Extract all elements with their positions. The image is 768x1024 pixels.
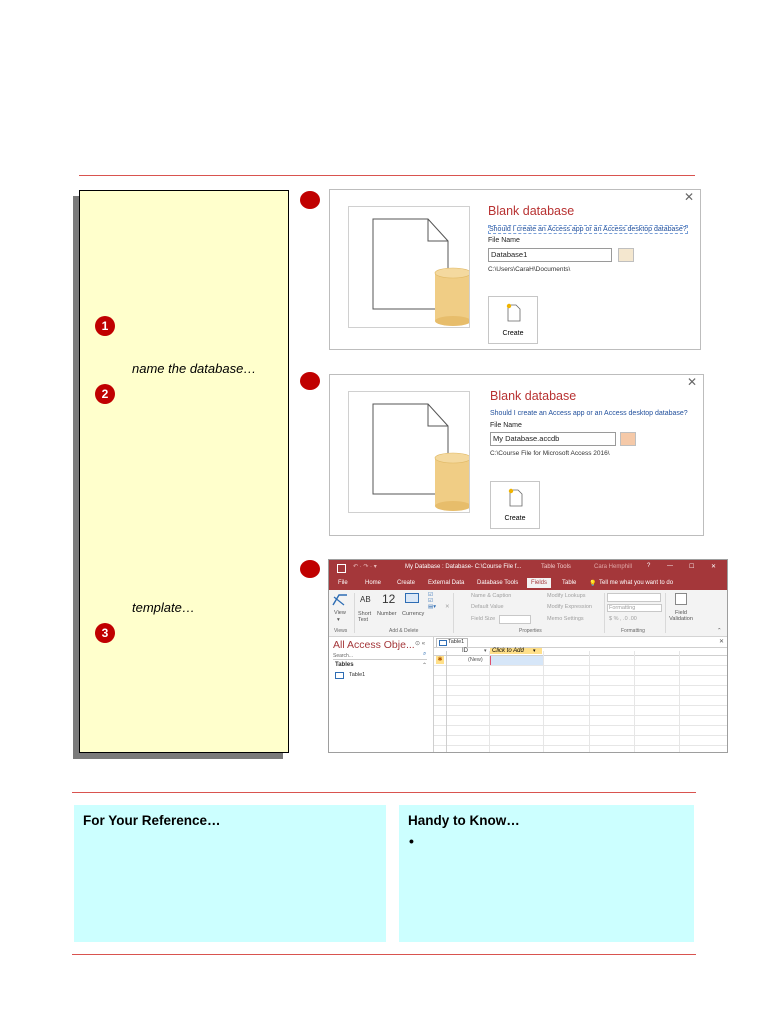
file-name-label: File Name xyxy=(488,237,520,244)
modify-lookups-button[interactable]: Modify Lookups xyxy=(547,593,586,599)
delete-field-icon[interactable]: ✕ xyxy=(445,604,450,610)
database-preview xyxy=(348,391,470,513)
number-format-buttons[interactable]: $ % , .0 .00 xyxy=(609,616,637,622)
grid-line xyxy=(543,651,544,752)
nav-menu-icon[interactable]: ⊙ « xyxy=(415,641,426,647)
number-icon[interactable]: 12 xyxy=(382,592,396,606)
lightbulb-icon: 💡 xyxy=(589,581,597,587)
number-label: Number xyxy=(377,611,397,617)
name-caption-button[interactable]: Name & Caption xyxy=(471,593,512,599)
nav-section-tables[interactable]: Tables xyxy=(335,662,354,668)
callout-dot-2 xyxy=(300,372,320,390)
ribbon-tabs xyxy=(329,578,727,590)
grid-line xyxy=(434,745,727,746)
access-app-question-link[interactable]: Should I create an Access app or an Access desktop database? xyxy=(490,410,688,417)
more-fields-icons[interactable]: ☑ ☑ ▤▾ xyxy=(428,592,436,610)
view-icon[interactable] xyxy=(332,593,348,607)
window-title: My Database : Database- C:\Course File f... xyxy=(405,564,522,570)
group-views: Views xyxy=(334,628,348,634)
group-separator xyxy=(453,593,454,633)
new-file-icon xyxy=(489,297,537,327)
reference-top-divider xyxy=(72,792,696,793)
field-validation-icon[interactable] xyxy=(675,593,687,605)
tab-external-data[interactable]: External Data xyxy=(428,580,465,586)
nav-search-input[interactable]: Search... xyxy=(333,653,427,660)
grid-line xyxy=(446,651,447,752)
help-button[interactable]: ? xyxy=(647,563,651,569)
steps-panel xyxy=(79,190,289,753)
title-bar xyxy=(329,560,727,578)
dialog-title: Blank database xyxy=(488,204,575,218)
table-icon xyxy=(335,672,344,679)
file-name-input[interactable]: My Database.accdb xyxy=(490,432,616,446)
save-icon[interactable] xyxy=(337,564,346,573)
bullet-point: • xyxy=(409,833,414,849)
default-value-button[interactable]: Default Value xyxy=(471,604,504,610)
field-validation-label[interactable]: Field Validation xyxy=(669,610,693,622)
create-label: Create xyxy=(502,330,524,337)
step-badge-2: 2 xyxy=(95,384,115,404)
database-preview xyxy=(348,206,470,328)
grid-line xyxy=(434,725,727,726)
grid-line xyxy=(434,705,727,706)
file-path: C:\Users\CaraH\Documents\ xyxy=(488,266,571,273)
table-tab-label: Table1 xyxy=(448,639,465,645)
grid-line xyxy=(434,675,727,676)
group-add-delete: Add & Delete xyxy=(389,628,419,634)
document-database-icon xyxy=(349,207,469,327)
new-row-id[interactable]: (New) xyxy=(468,657,483,663)
nav-item-table1[interactable]: Table1 xyxy=(349,672,366,678)
access-app-question-link[interactable]: Should I create an Access app or an Access desktop database? xyxy=(489,226,687,233)
memo-settings-button[interactable]: Memo Settings xyxy=(547,616,584,622)
grid-line xyxy=(489,651,490,752)
ribbon xyxy=(329,590,727,637)
tab-home[interactable]: Home xyxy=(365,580,382,586)
search-icon[interactable]: ⌕ xyxy=(423,651,427,657)
top-divider xyxy=(79,175,695,176)
close-icon[interactable]: ✕ xyxy=(686,375,697,389)
create-button[interactable] xyxy=(490,481,540,529)
for-your-reference-box xyxy=(74,805,386,942)
step-text-template: template… xyxy=(132,600,195,615)
navigation-pane xyxy=(329,637,434,752)
step-badge-3: 3 xyxy=(95,623,115,643)
tab-create[interactable]: Create xyxy=(397,580,416,586)
document-database-icon xyxy=(349,392,469,512)
grid-line xyxy=(634,651,635,752)
group-separator xyxy=(604,593,605,633)
close-icon[interactable]: ✕ xyxy=(683,190,694,204)
grid-line xyxy=(434,695,727,696)
file-name-label: File Name xyxy=(490,422,522,429)
maximize-button[interactable]: ☐ xyxy=(689,564,695,570)
step-badge-1: 1 xyxy=(95,316,115,336)
currency-label: Currency xyxy=(402,611,425,617)
user-name: Cara Hemphill xyxy=(594,564,633,570)
new-file-icon xyxy=(491,482,539,512)
callout-dot-3 xyxy=(300,560,320,578)
grid-line xyxy=(589,651,590,752)
grid-line xyxy=(434,685,727,686)
column-header-id[interactable]: ID xyxy=(462,648,468,654)
grid-line xyxy=(679,651,680,752)
grid-line xyxy=(434,655,727,656)
tab-database-tools[interactable]: Database Tools xyxy=(477,580,519,586)
short-text-icon[interactable]: AB xyxy=(360,595,371,604)
close-button[interactable]: ✕ xyxy=(711,564,717,570)
context-tab-label: Table Tools xyxy=(541,564,571,570)
nav-title[interactable]: All Access Obje... xyxy=(333,639,415,651)
create-label: Create xyxy=(504,515,526,522)
reference-bottom-divider xyxy=(72,954,696,955)
view-dropdown-icon[interactable]: ▾ xyxy=(337,617,340,623)
step-text-name-database: name the database… xyxy=(132,361,257,376)
new-record-indicator: ✱ xyxy=(437,657,443,663)
file-name-input[interactable]: Database1 xyxy=(488,248,612,262)
field-size-label: Field Size xyxy=(471,616,496,622)
currency-icon[interactable] xyxy=(405,593,419,603)
grid-line xyxy=(434,715,727,716)
blank-database-dialog-1 xyxy=(329,189,701,350)
browse-folder-icon[interactable] xyxy=(620,432,636,446)
dialog-title: Blank database xyxy=(490,389,577,403)
browse-folder-icon[interactable] xyxy=(618,248,634,262)
callout-dot-1 xyxy=(300,191,320,209)
grid-line xyxy=(434,647,727,648)
create-button[interactable] xyxy=(488,296,538,344)
tab-table[interactable]: Table xyxy=(562,580,577,586)
modify-expression-button[interactable]: Modify Expression xyxy=(547,604,592,610)
tell-me-box[interactable]: Tell me what you want to do xyxy=(599,580,674,586)
close-table-icon[interactable]: ✕ xyxy=(719,639,725,645)
formatting-dropdown[interactable]: Formatting xyxy=(607,604,662,612)
for-your-reference-heading: For Your Reference… xyxy=(83,813,221,828)
grid-line xyxy=(434,665,727,666)
chevron-down-icon[interactable]: ▾ xyxy=(533,648,536,654)
column-header-click-to-add[interactable]: Click to Add xyxy=(490,648,542,654)
grid-line xyxy=(434,735,727,736)
tab-file[interactable]: File xyxy=(338,580,348,586)
table-tab-icon xyxy=(439,640,447,646)
field-size-input[interactable] xyxy=(499,615,531,624)
undo-icon[interactable]: ↶ · ↷ · ▾ xyxy=(353,564,377,570)
data-type-dropdown[interactable] xyxy=(607,593,661,602)
chevron-up-icon[interactable]: ⌃ xyxy=(422,663,428,669)
blank-database-dialog-2 xyxy=(329,374,704,536)
short-text-label: Short Text xyxy=(358,611,372,623)
minimize-button[interactable]: — xyxy=(667,563,673,569)
sort-arrow-icon[interactable]: ▾ xyxy=(484,648,487,654)
handy-to-know-heading: Handy to Know… xyxy=(408,813,520,828)
collapse-ribbon-icon[interactable]: ⌃ xyxy=(717,628,722,634)
tab-fields[interactable]: Fields xyxy=(527,578,551,588)
access-window xyxy=(328,559,728,753)
group-formatting: Formatting xyxy=(621,628,645,634)
group-properties: Properties xyxy=(519,628,542,634)
view-label: View xyxy=(334,610,346,616)
datasheet-area xyxy=(434,637,727,752)
handy-to-know-box xyxy=(399,805,694,942)
file-path: C:\Course File for Microsoft Access 2016\ xyxy=(490,450,610,457)
group-separator xyxy=(354,593,355,633)
